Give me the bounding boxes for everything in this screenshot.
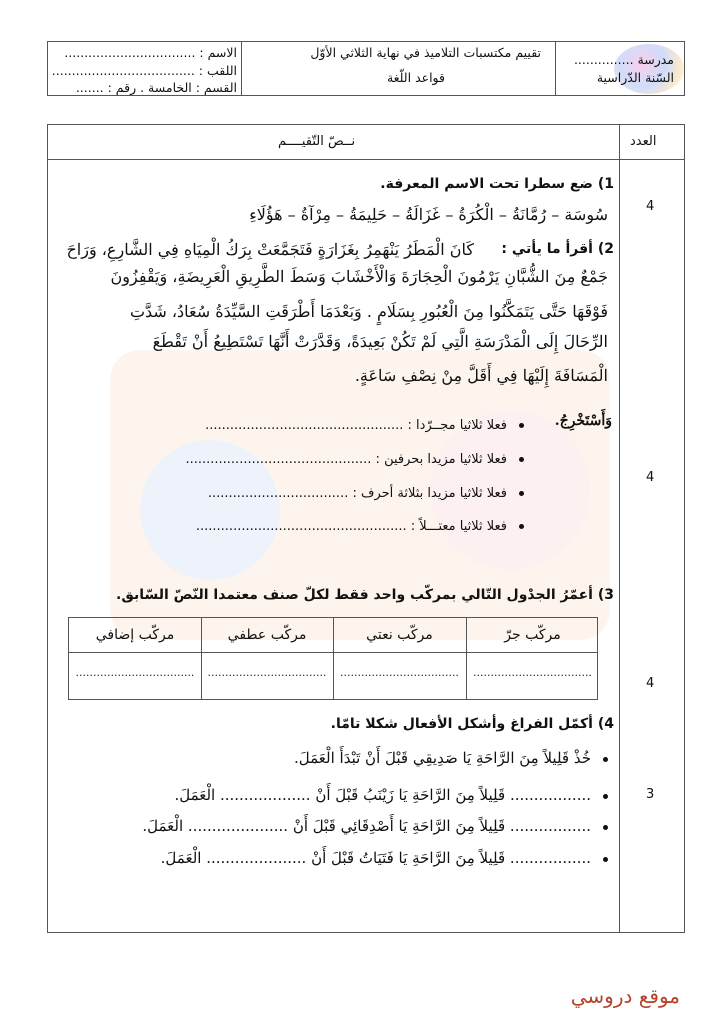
student-surname-field[interactable]: اللقب : ....................................: [51, 63, 237, 78]
table-header: مركّب عطفي: [227, 627, 307, 643]
site-footer: موقع دروسي: [570, 984, 680, 1008]
table-header: مركّب نعتي: [366, 627, 433, 643]
bullet-icon: [603, 757, 608, 762]
q2-item: [205, 418, 524, 433]
table-divider: [69, 652, 597, 653]
bullet-icon: [603, 825, 608, 830]
q2-text-line: الرِّحَالَ إِلَى الْمَدْرَسَةِ الَّتِي لَمْ تَكُنْ بَعِيدَةً، وَقَدَّرَتْ أَنَّهَا تَسْتَطِيعُ أَنْ تَقْطَعَ: [152, 332, 608, 351]
q4-line-text[interactable]: ................. قَلِيلاً مِنَ الرَّاحَةِ يَا زَيْنَبُ قَبْلَ أَنْ ................... الْعَمَلَ.: [174, 786, 591, 804]
exam-title: تقييم مكتسبات التلاميذ في نهاية الثلاثي الأوّل: [310, 45, 541, 60]
q4-instruction: 4) أكمّل الفراغ وأشكل الأفعال شكلا تامّا.: [330, 716, 614, 732]
q4-line-text[interactable]: ................. قَلِيلاً مِنَ الرَّاحَةِ يَا فَتَيَاتُ قَبْلَ أَنْ ..................... الْعَمَلَ.: [160, 849, 591, 867]
header-student-cell: [48, 42, 241, 95]
table-header: مركّب جرّ: [504, 627, 561, 643]
q4-line: [174, 786, 608, 804]
bullet-icon: [603, 794, 608, 799]
q2-answer-field[interactable]: فعلا ثلاثيا مزيدا بحرفين : .............................................: [185, 452, 507, 467]
header-title-cell: [241, 42, 555, 95]
q2-instruction: 2) أقرأ ما يأتي :: [501, 241, 614, 257]
q2-answer-field[interactable]: فعلا ثلاثيا مجــرّدا : ................................................: [205, 418, 507, 433]
q2-item: [185, 452, 524, 467]
q4-score: 3: [646, 787, 655, 802]
bullet-icon: [603, 857, 608, 862]
table-cell[interactable]: ..................................: [340, 666, 459, 679]
table-cell[interactable]: ..................................: [207, 666, 327, 679]
table-header: مركّب إضافي: [95, 627, 175, 643]
q4-line: [294, 749, 608, 767]
header-school-cell: [555, 42, 686, 95]
q3-score: 4: [646, 676, 655, 691]
q4-line-text: خُذْ قَلِيلاً مِنَ الرَّاحَةِ يَا صَدِيقِي قَبْلَ أَنْ تَبْدَأَ الْعَمَلَ.: [294, 749, 591, 767]
subject-title: قواعد اللّغة: [386, 70, 445, 85]
student-name-field[interactable]: الاسم : .................................: [64, 45, 237, 60]
year-label: السّنة الدّراسية: [596, 70, 674, 85]
bullet-icon: [519, 423, 524, 428]
school-label: مدرسة ...............: [573, 52, 674, 67]
q2-item: [196, 519, 524, 534]
q1-words: سُوسَة – رُمَّانَةُ – الْكُرَةُ – غَزَالَةُ – حَلِيمَةُ – مِرْآةُ – هَؤُلَاءِ: [249, 205, 608, 224]
table-cell[interactable]: ..................................: [75, 666, 195, 679]
q2-text-line: الْمَسَافَةَ إِلَيْهَا فِي أَقَلَّ مِنْ نِصْفِ سَاعَةٍ.: [354, 366, 608, 385]
bullet-icon: [519, 491, 524, 496]
q4-line: [161, 849, 608, 867]
q2-answer-field[interactable]: فعلا ثلاثيا مزيدا بثلاثة أحرف : ..................................: [207, 486, 507, 501]
score-column-header: العدد: [630, 134, 657, 149]
student-section-field[interactable]: القسم : الخامسة . رقم : .......: [75, 80, 237, 95]
q2-item: [208, 486, 524, 501]
q3-instruction: 3) أعمّرُ الجدْول التّالي بمركّب واحد فقط لكلّ صنف معتمدا النّصّ السّابق.: [116, 587, 614, 603]
q2-text-line: كَانَ الْمَطَرُ يَنْهَمِرُ بِغَزَارَةٍ فَتَجَمَّعَتْ بِرَكُ الْمِيَاهِ فِي الشَّارِعِ، وَرَاحَ: [66, 240, 474, 259]
q1-score: 4: [646, 199, 655, 214]
header-table: [47, 41, 685, 96]
bullet-icon: [519, 457, 524, 462]
q2-text-line: جَمْعٌ مِنَ الشُّبَّانِ يَرْمُونَ الْحِجَارَةَ وَالْأَخْشَابَ وَسَطَ الطَّرِيقِ الْعَرِيضَةِ، وَيَقْفِزُونَ: [110, 267, 608, 286]
table-cell[interactable]: ..................................: [473, 666, 592, 679]
q2-text-line: فَوْقَهَا حَتَّى يَتَمَكَّنُوا مِنَ الْعُبُورِ بِسَلَامٍ . وَبَعْدَمَا أَطْرَقَتِ السَّيِّدَةُ سُعَادُ، شَدَّتِ: [129, 302, 608, 321]
q4-line: [142, 817, 608, 835]
bullet-icon: [519, 524, 524, 529]
q1-instruction: 1) ضع سطرا تحت الاسم المعرفة.: [380, 176, 614, 192]
header-divider: [48, 159, 684, 160]
q2-answer-field[interactable]: فعلا ثلاثيا معتـــلاً : ...................................................: [195, 519, 507, 534]
q2-score: 4: [646, 470, 655, 485]
q4-line-text[interactable]: ................. قَلِيلاً مِنَ الرَّاحَةِ يَا أَصْدِقَائِي قَبْلَ أَنْ ..................... الْعَمَلَ.: [142, 817, 591, 835]
text-column-header: نــصّ التّقيــــم: [278, 134, 356, 149]
q2-extract-label: وَأَسْتَخْرِجُ.: [554, 413, 612, 429]
q3-table: [68, 617, 598, 700]
